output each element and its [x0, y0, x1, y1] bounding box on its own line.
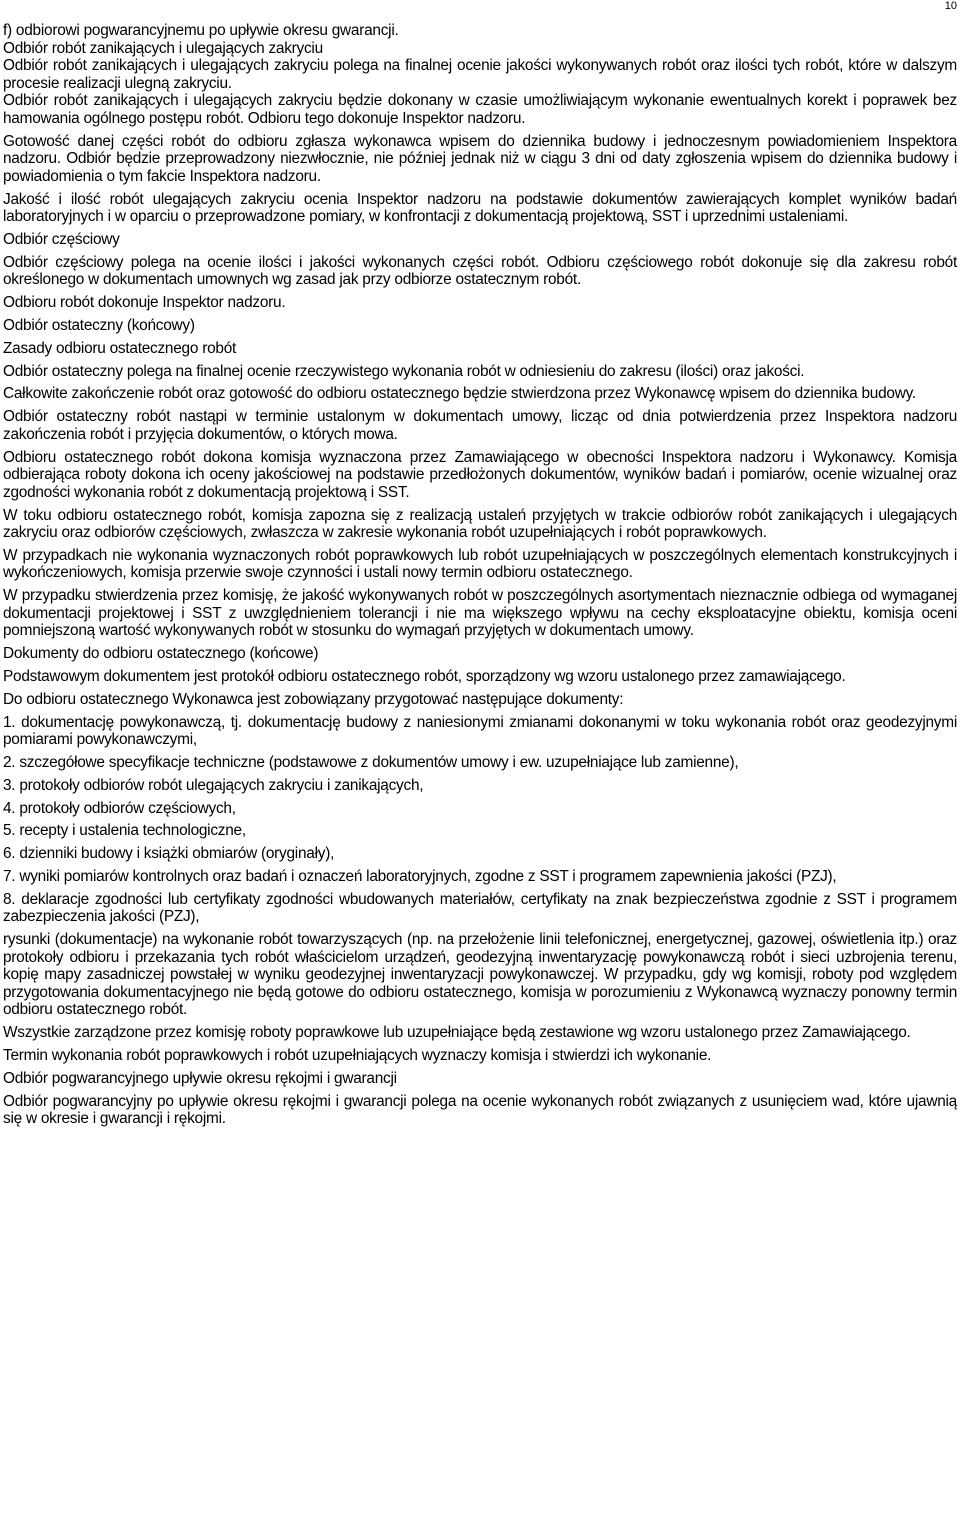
paragraph: Do odbioru ostatecznego Wykonawca jest zobowiązany przygotować następujące dokumenty:	[3, 690, 624, 708]
paragraph: 4. protokoły odbiorów częściowych,	[3, 799, 236, 817]
paragraph: Odbioru robót dokonuje Inspektor nadzoru.	[3, 294, 286, 312]
paragraph: 3. protokoły odbiorów robót ulegających zakryciu i zanikających,	[3, 776, 424, 794]
paragraph: Odbiór częściowy polega na ocenie ilości i jakości wykonanych części robót. Odbioru częściowego robót dokonuje się dla zakresu robót określonego w dokumentach umownych wg zasad jak przy odbiorze ostatecznym robót.	[3, 253, 957, 289]
page-number: 10	[944, 0, 957, 12]
paragraph: Gotowość danej części robót do odbioru zgłasza wykonawca wpisem do dziennika budowy i jednoczesnym powiadomieniem Inspektora nadzoru. Odbiór będzie przeprowadzony niezwłocznie, nie później jednak niż w ciągu 3 dni od daty zgłoszenia wpisem do dziennika budowy i powiadomienia o tym fakcie Inspektora nadzoru.	[3, 132, 957, 185]
paragraph: Odbiór ostateczny robót nastąpi w terminie ustalonym w dokumentach umowy, licząc od dnia potwierdzenia przez Inspektora nadzoru zakończenia robót i przyjęcia dokumentów, o których mowa.	[3, 408, 957, 443]
paragraph: Odbiór ostateczny (końcowy)	[3, 317, 195, 335]
paragraph: W przypadkach nie wykonania wyznaczonych robót poprawkowych lub robót uzupełniających w poszczególnych elementach konstrukcyjnych i wykończeniowych, komisja przerwie swoje czynności i ustali nowy termin odbioru ostatecznego.	[3, 546, 957, 582]
paragraph: rysunki (dokumentacje) na wykonanie robót towarzyszących (np. na przełożenie linii telefonicznej, energetycznej, gazowej, oświetlenia itp.) oraz protokoły odbioru i przekazania tych robót właścicielom urządzeń, geodezyjną inwentaryzację powykonawczą robót i sieci uzbrojenia terenu, kopię mapy zasadniczej powstałej w wyniku geodezyjnej inwentaryzacji powykonawczej. W przypadku, gdy wg komisji, roboty pod względem przygotowania dokumentacyjnego nie będą gotowe do odbioru ostatecznego, komisja w porozumieniu z Wykonawcą wyznaczy ponowny termin odbioru ostatecznego robót.	[3, 931, 957, 1019]
paragraph: Dokumenty do odbioru ostatecznego (końcowe)	[3, 645, 319, 663]
paragraph: 8. deklaracje zgodności lub certyfikaty zgodności wbudowanych materiałów, certyfikaty na znak bezpieczeństwa zgodnie z SST i programem zabezpieczenia jakości (PZJ),	[3, 890, 957, 926]
paragraph: Wszystkie zarządzone przez komisję roboty poprawkowe lub uzupełniające będą zestawione wg wzoru ustalonego przez Zamawiającego.	[3, 1024, 911, 1042]
paragraph: Całkowite zakończenie robót oraz gotowość do odbioru ostatecznego będzie stwierdzona przez Wykonawcę wpisem do dziennika budowy.	[3, 385, 916, 403]
paragraph: 1. dokumentację powykonawczą, tj. dokumentację budowy z naniesionymi zmianami dokonanymi w toku wykonania robót oraz geodezyjnymi pomiarami powykonawczymi,	[3, 713, 957, 749]
document-body	[3, 22, 957, 1128]
paragraph: 6. dzienniki budowy i książki obmiarów (oryginały),	[3, 845, 335, 863]
paragraph: Odbioru ostatecznego robót dokona komisja wyznaczona przez Zamawiającego w obecności Inspektora nadzoru i Wykonawcy. Komisja odbierająca roboty dokona ich oceny jakościowej na podstawie przedłożonych dokumentów, wyników badań i pomiarów, ocenie wizualnej oraz zgodności wykonania robót z dokumentacją projektową i SST.	[3, 448, 957, 501]
paragraph: Odbiór pogwarancyjny po upływie okresu rękojmi i gwarancji polega na ocenie wykonanych robót związanych z usunięciem wad, które ujawnią się w okresie i gwarancji i rękojmi.	[3, 1092, 957, 1128]
paragraph: Odbiór robót zanikających i ulegających zakryciu będzie dokonany w czasie umożliwiającym wykonanie ewentualnych korekt i poprawek bez hamowania ogólnego postępu robót. Odbioru tego dokonuje Inspektor nadzoru.	[3, 92, 957, 127]
paragraph: Odbiór robót zanikających i ulegających zakryciu polega na finalnej ocenie jakości wykonywanych robót oraz ilości tych robót, które w dalszym procesie realizacji ulegną zakryciu.	[3, 57, 957, 92]
paragraph: Zasady odbioru ostatecznego robót	[3, 339, 237, 357]
paragraph: f) odbiorowi pogwarancyjnemu po upływie okresu gwarancji.	[3, 22, 399, 39]
paragraph: Odbiór częściowy	[3, 231, 120, 249]
paragraph: 7. wyniki pomiarów kontrolnych oraz badań i oznaczeń laboratoryjnych, zgodne z SST i programem zapewnienia jakości (PZJ),	[3, 867, 837, 885]
paragraph: Odbiór pogwarancyjnego upływie okresu rękojmi i gwarancji	[3, 1069, 397, 1087]
paragraph: Odbiór robót zanikających i ulegających zakryciu	[3, 39, 323, 57]
paragraph: W przypadku stwierdzenia przez komisję, że jakość wykonywanych robót w poszczególnych asortymentach nieznacznie odbiega od wymaganej dokumentacji projektowej i SST z uwzględnieniem tolerancji i nie ma większego wpływu na cechy eksploatacyjne obiektu, komisja oceni pomniejszoną wartość wykonywanych robót w stosunku do wymagań przyjętych w dokumentach umowy.	[3, 587, 957, 640]
paragraph: Odbiór ostateczny polega na finalnej ocenie rzeczywistego wykonania robót w odniesieniu do zakresu (ilości) oraz jakości.	[3, 362, 805, 380]
paragraph: Jakość i ilość robót ulegających zakryciu ocenia Inspektor nadzoru na podstawie dokumentów zawierających komplet wyników badań laboratoryjnych i w oparciu o przeprowadzone pomiary, w konfrontacji z dokumentacją projektową, SST i uprzednimi ustaleniami.	[3, 190, 957, 226]
paragraph: Podstawowym dokumentem jest protokół odbioru ostatecznego robót, sporządzony wg wzoru ustalonego przez zamawiającego.	[3, 668, 846, 685]
paragraph: 2. szczegółowe specyfikacje techniczne (podstawowe z dokumentów umowy i ew. uzupełniające lub zamienne),	[3, 753, 739, 771]
paragraph: W toku odbioru ostatecznego robót, komisja zapozna się z realizacją ustaleń przyjętych w trakcie odbiorów robót zanikających i ulegających zakryciu oraz odbiorów częściowych, zwłaszcza w zakresie wykonania robót uzupełniających i robót poprawkowych.	[3, 506, 957, 542]
paragraph: Termin wykonania robót poprawkowych i robót uzupełniających wyznaczy komisja i stwierdzi ich wykonanie.	[3, 1046, 712, 1064]
paragraph: 5. recepty i ustalenia technologiczne,	[3, 822, 246, 840]
